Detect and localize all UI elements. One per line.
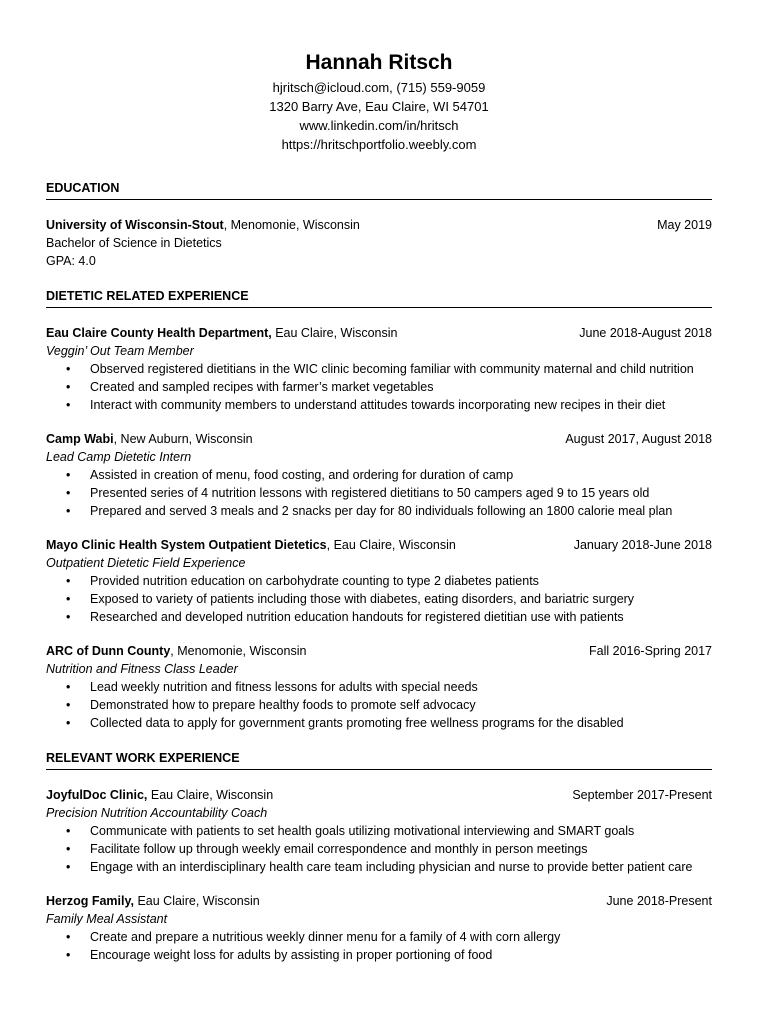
entry-head	[46, 786, 712, 804]
entry-org-line	[46, 324, 398, 342]
bullet-list	[46, 928, 712, 964]
bullet-text: Facilitate follow up through weekly email correspondence and monthly in person meetings	[90, 842, 588, 856]
organization-location: , New Auburn, Wisconsin	[113, 432, 253, 446]
bullet-icon: •	[66, 468, 71, 482]
section-title: RELEVANT WORK EXPERIENCE	[46, 750, 712, 770]
bullet-text: Provided nutrition education on carbohydrate counting to type 2 diabetes patients	[90, 574, 539, 588]
bullet-item	[64, 946, 712, 964]
bullet-text: Prepared and served 3 meals and 2 snacks per day for 80 individuals following an 1800 calorie meal plan	[90, 504, 673, 518]
bullet-item	[64, 502, 712, 520]
experience-entry	[46, 786, 712, 876]
organization-name: Herzog Family,	[46, 894, 134, 908]
bullet-item	[64, 466, 712, 484]
bullet-list	[46, 678, 712, 732]
role-title: Precision Nutrition Accountability Coach	[46, 806, 268, 820]
bullet-icon: •	[66, 486, 71, 500]
experience-entry	[46, 892, 712, 964]
bullet-text: Presented series of 4 nutrition lessons with registered dietitians to 50 campers aged 9 to 15 years old	[90, 486, 650, 500]
section-title: EDUCATION	[46, 180, 712, 200]
bullet-item	[64, 590, 712, 608]
bullet-text: Engage with an interdisciplinary health care team including physician and nurse to provide better patient care	[90, 860, 693, 874]
bullet-item	[64, 696, 712, 714]
bullet-icon: •	[66, 398, 71, 412]
bullet-list	[46, 822, 712, 876]
bullet-icon: •	[66, 716, 71, 730]
bullet-item	[64, 840, 712, 858]
role-title: Lead Camp Dietetic Intern	[46, 450, 192, 464]
entry-date: Fall 2016-Spring 2017	[589, 644, 712, 658]
bullet-icon: •	[66, 948, 71, 962]
organization-name: Camp Wabi	[46, 432, 114, 446]
entry-head	[46, 430, 712, 448]
bullet-item	[64, 858, 712, 876]
organization-location: Eau Claire, Wisconsin	[133, 894, 260, 908]
experience-entry	[46, 430, 712, 520]
bullet-item	[64, 608, 712, 626]
education-entry	[46, 216, 712, 270]
school-location: , Menomonie, Wisconsin	[223, 218, 360, 232]
entry-org-line	[46, 536, 456, 554]
entry-org-line	[46, 216, 360, 234]
section-title: DIETETIC RELATED EXPERIENCE	[46, 288, 712, 308]
bullet-text: Researched and developed nutrition education handouts for registered dietitian use with patients	[90, 610, 624, 624]
bullet-item	[64, 572, 712, 590]
entry-head	[46, 536, 712, 554]
entry-date: May 2019	[657, 218, 712, 232]
dietetic-experience-section	[46, 288, 712, 732]
degree: Bachelor of Science in Dietetics	[46, 236, 222, 250]
organization-name: Mayo Clinic Health System Outpatient Dietetics	[46, 538, 327, 552]
organization-name: Eau Claire County Health Department,	[46, 326, 272, 340]
bullet-icon: •	[66, 860, 71, 874]
experience-entry	[46, 324, 712, 414]
organization-location: Eau Claire, Wisconsin	[271, 326, 398, 340]
organization-name: ARC of Dunn County	[46, 644, 171, 658]
role-title: Outpatient Dietetic Field Experience	[46, 556, 246, 570]
bullet-item	[64, 378, 712, 396]
bullet-icon: •	[66, 380, 71, 394]
bullet-text: Demonstrated how to prepare healthy foods to promote self advocacy	[90, 698, 476, 712]
entry-org-line	[46, 892, 260, 910]
bullet-text: Created and sampled recipes with farmer’s market vegetables	[90, 380, 434, 394]
bullet-item	[64, 928, 712, 946]
organization-name: JoyfulDoc Clinic,	[46, 788, 148, 802]
work-experience-section	[46, 750, 712, 964]
portfolio-link[interactable]: https://hritschportfolio.weebly.com	[281, 137, 477, 152]
linkedin-link[interactable]: www.linkedin.com/in/hritsch	[299, 118, 459, 133]
bullet-icon: •	[66, 362, 71, 376]
bullet-item	[64, 714, 712, 732]
entry-head	[46, 892, 712, 910]
entry-org-line	[46, 430, 253, 448]
bullet-icon: •	[66, 592, 71, 606]
entry-head	[46, 642, 712, 660]
bullet-item	[64, 822, 712, 840]
entry-org-line	[46, 786, 273, 804]
role-title: Veggin’ Out Team Member	[46, 344, 194, 358]
bullet-text: Collected data to apply for government grants promoting free wellness programs for the disabled	[90, 716, 624, 730]
entry-date: June 2018-August 2018	[579, 326, 712, 340]
bullet-text: Assisted in creation of menu, food costing, and ordering for duration of camp	[90, 468, 514, 482]
bullet-icon: •	[66, 504, 71, 518]
organization-location: , Menomonie, Wisconsin	[170, 644, 307, 658]
resume-header	[46, 0, 712, 154]
bullet-icon: •	[66, 930, 71, 944]
organization-location: , Eau Claire, Wisconsin	[326, 538, 456, 552]
contact-email-phone: hjritsch@icloud.com, (715) 559-9059	[272, 80, 486, 95]
entry-date: September 2017-Present	[572, 788, 712, 802]
role-title: Nutrition and Fitness Class Leader	[46, 662, 238, 676]
bullet-item	[64, 484, 712, 502]
bullet-list	[46, 466, 712, 520]
bullet-icon: •	[66, 842, 71, 856]
education-section	[46, 180, 712, 270]
applicant-name: Hannah Ritsch	[305, 51, 453, 74]
bullet-icon: •	[66, 610, 71, 624]
role-title: Family Meal Assistant	[46, 912, 168, 926]
bullet-text: Create and prepare a nutritious weekly dinner menu for a family of 4 with corn allergy	[90, 930, 561, 944]
entry-head	[46, 216, 712, 234]
organization-location: Eau Claire, Wisconsin	[147, 788, 274, 802]
bullet-item	[64, 678, 712, 696]
bullet-icon: •	[66, 680, 71, 694]
work-entries	[46, 786, 712, 964]
entry-date: June 2018-Present	[606, 894, 712, 908]
bullet-text: Encourage weight loss for adults by assisting in proper portioning of food	[90, 948, 493, 962]
bullet-list	[46, 360, 712, 414]
experience-entry	[46, 642, 712, 732]
dietetic-entries	[46, 324, 712, 732]
bullet-text: Interact with community members to understand attitudes towards incorporating new recipes in their diet	[90, 398, 666, 412]
entry-date: January 2018-June 2018	[573, 538, 712, 552]
bullet-text: Exposed to variety of patients including those with diabetes, eating disorders, and bariatric surgery	[90, 592, 635, 606]
bullet-text: Lead weekly nutrition and fitness lessons for adults with special needs	[90, 680, 478, 694]
bullet-icon: •	[66, 824, 71, 838]
bullet-icon: •	[66, 698, 71, 712]
entry-date: August 2017, August 2018	[565, 432, 712, 446]
bullet-text: Observed registered dietitians in the WIC clinic becoming familiar with community maternal and child nutrition	[90, 362, 694, 376]
bullet-list	[46, 572, 712, 626]
contact-address: 1320 Barry Ave, Eau Claire, WI 54701	[269, 99, 489, 114]
bullet-icon: •	[66, 574, 71, 588]
bullet-item	[64, 396, 712, 414]
entry-org-line	[46, 642, 306, 660]
experience-entry	[46, 536, 712, 626]
school-name: University of Wisconsin-Stout	[46, 218, 224, 232]
entry-head	[46, 324, 712, 342]
gpa: GPA: 4.0	[46, 254, 96, 268]
bullet-item	[64, 360, 712, 378]
bullet-text: Communicate with patients to set health goals utilizing motivational interviewing and SMART goals	[90, 824, 635, 838]
